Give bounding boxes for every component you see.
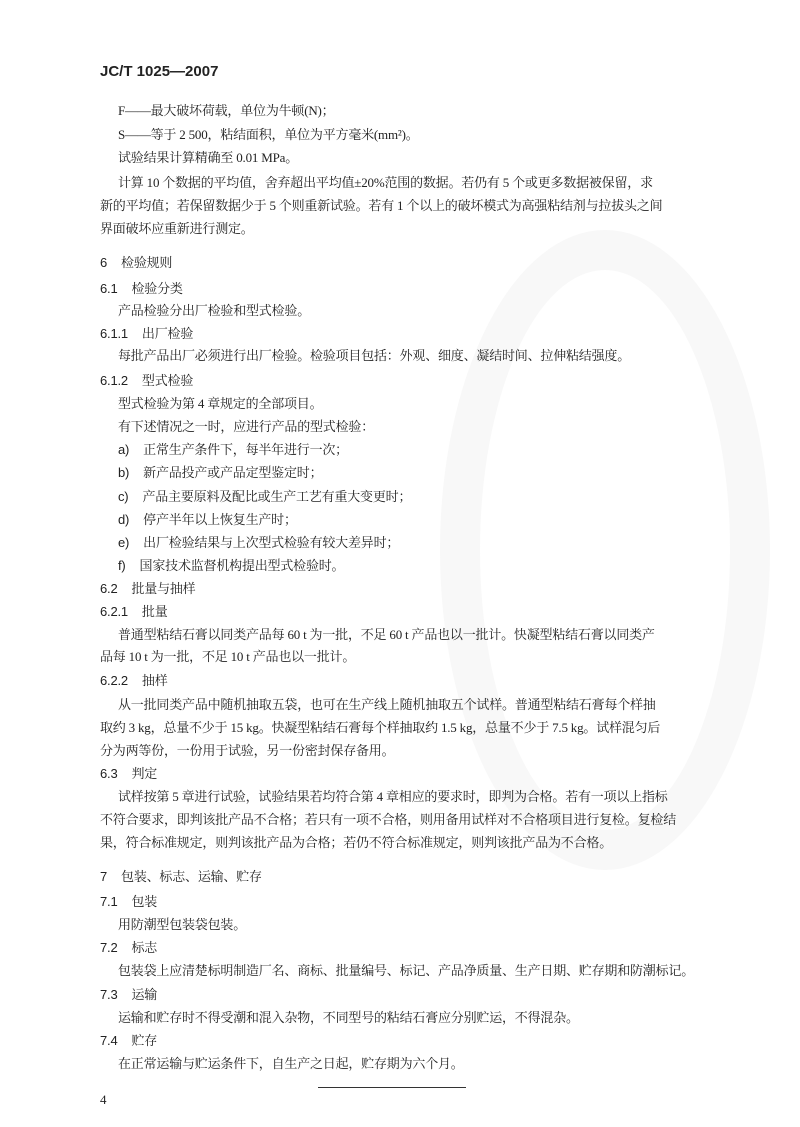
section-number: 7.2 xyxy=(100,940,118,955)
paragraph-line xyxy=(118,1055,464,1073)
line-text: 停产半年以上恢复生产时； xyxy=(143,512,297,527)
list-item xyxy=(118,557,344,575)
line-text: 包装、标志、运输、贮存 xyxy=(121,869,262,884)
line-text: 检验分类 xyxy=(131,281,183,296)
watermark xyxy=(440,230,770,870)
paragraph-line xyxy=(100,742,394,760)
paragraph-line xyxy=(118,395,322,413)
line-text: 包装袋上应清楚标明制造厂名、商标、批量编号、标记、产品净质量、生产日期、贮存期和防潮标记。 xyxy=(118,963,695,978)
line-text: 计算 10 个数据的平均值，舍弃超出平均值±20%范围的数据。若仍有 5 个或更多数据被保留，求 xyxy=(118,175,653,190)
list-marker: a) xyxy=(118,442,130,457)
section-heading xyxy=(100,939,157,957)
line-text: 批量 xyxy=(141,604,168,619)
section-number: 6.3 xyxy=(100,766,118,781)
line-text: 果，符合标准规定，则判该批产品为合格；若仍不符合标准规定，则判该批产品为不合格。 xyxy=(100,835,613,850)
section-number: 6.1.2 xyxy=(100,373,128,388)
section-number: 6.1.1 xyxy=(100,326,128,341)
line-text: 从一批同类产品中随机抽取五袋，也可在生产线上随机抽取五个试样。普通型粘结石膏每个样抽 xyxy=(118,697,656,712)
end-rule xyxy=(318,1087,466,1088)
line-text: 判定 xyxy=(131,766,158,781)
list-marker: c) xyxy=(118,489,129,504)
line-text: 界面破坏应重新进行测定。 xyxy=(100,221,254,236)
line-text: 用防潮型包装袋包装。 xyxy=(118,917,247,932)
line-text: 包装 xyxy=(131,894,158,909)
paragraph-line xyxy=(118,418,374,436)
section-heading xyxy=(100,893,157,911)
line-text: 新产品投产或产品定型鉴定时； xyxy=(143,465,323,480)
list-item xyxy=(118,488,411,506)
paragraph-line xyxy=(118,347,630,365)
section-heading xyxy=(100,868,262,886)
line-text: 不符合要求，即判该批产品不合格；若只有一项不合格，则用备用试样对不合格项目进行复检。复检结 xyxy=(100,812,677,827)
section-heading xyxy=(100,672,168,690)
paragraph-line xyxy=(118,916,246,934)
list-marker: b) xyxy=(118,465,130,480)
line-text: 新的平均值；若保留数据少于 5 个则重新试验。若有 1 个以上的破坏模式为高强粘结剂与拉拔头之间 xyxy=(100,198,663,213)
paragraph-line xyxy=(100,220,254,238)
section-heading xyxy=(100,765,157,783)
line-text: 试样按第 5 章进行试验，试验结果若均符合第 4 章相应的要求时，即判为合格。若有一项以上指标 xyxy=(118,789,668,804)
paragraph-line xyxy=(100,834,612,852)
line-text: 抽样 xyxy=(141,673,168,688)
line-text: 标志 xyxy=(131,940,158,955)
paragraph-line xyxy=(118,302,310,320)
paragraph-line xyxy=(118,174,653,192)
paragraph-line xyxy=(118,696,656,714)
line-text: 在正常运输与贮运条件下，自生产之日起，贮存期为六个月。 xyxy=(118,1056,464,1071)
paragraph-line xyxy=(100,811,676,829)
line-text: 每批产品出厂必须进行出厂检验。检验项目包括：外观、细度、凝结时间、拉伸粘结强度。 xyxy=(118,348,631,363)
section-heading xyxy=(100,580,196,598)
line-text: 试验结果计算精确至 0.01 MPa。 xyxy=(118,150,299,165)
line-text: 产品检验分出厂检验和型式检验。 xyxy=(118,303,311,318)
section-heading xyxy=(100,603,168,621)
section-heading xyxy=(100,280,183,298)
list-item xyxy=(118,464,322,482)
paragraph-line xyxy=(118,626,655,644)
list-item xyxy=(118,534,399,552)
section-number: 7 xyxy=(100,869,108,884)
section-heading xyxy=(100,372,193,390)
line-text: 分为两等份，一份用于试验，另一份密封保存备用。 xyxy=(100,743,395,758)
line-text: S——等于 2 500，粘结面积，单位为平方毫米(mm²)。 xyxy=(118,127,419,142)
line-text: 普通型粘结石膏以同类产品每 60 t 为一批，不足 60 t 产品也以一批计。快凝型粘结石膏以同类产 xyxy=(118,627,655,642)
line-text: 型式检验 xyxy=(141,373,194,388)
line-text: 出厂检验 xyxy=(141,326,194,341)
section-heading xyxy=(100,254,172,272)
line-text: 型式检验为第 4 章规定的全部项目。 xyxy=(118,396,323,411)
list-item xyxy=(118,441,348,459)
document-header: JC/T 1025—2007 xyxy=(100,63,219,80)
line-text: 国家技术监督机构提出型式检验时。 xyxy=(139,558,345,573)
list-item xyxy=(118,511,297,529)
line-text: 正常生产条件下，每半年进行一次； xyxy=(143,442,348,457)
section-number: 6.2.1 xyxy=(100,604,128,619)
line-text: 品每 10 t 为一批，不足 10 t 产品也以一批计。 xyxy=(100,649,356,664)
section-number: 6 xyxy=(100,255,108,270)
paragraph-line xyxy=(118,788,668,806)
section-number: 7.1 xyxy=(100,894,118,909)
paragraph-line xyxy=(118,962,694,980)
paragraph-line xyxy=(118,126,419,144)
line-text: 产品主要原料及配比或生产工艺有重大变更时； xyxy=(142,489,412,504)
list-marker: d) xyxy=(118,512,130,527)
paragraph-line xyxy=(100,648,355,666)
line-text: 贮存 xyxy=(131,1033,158,1048)
paragraph-line xyxy=(118,102,334,120)
section-number: 6.2 xyxy=(100,581,118,596)
paragraph-line xyxy=(118,1009,579,1027)
line-text: 运输和贮存时不得受潮和混入杂物，不同型号的粘结石膏应分别贮运，不得混杂。 xyxy=(118,1010,579,1025)
section-number: 6.1 xyxy=(100,281,118,296)
list-marker: f) xyxy=(118,558,126,573)
line-text: 有下述情况之一时，应进行产品的型式检验： xyxy=(118,419,375,434)
line-text: F——最大破坏荷载，单位为牛顿(N)； xyxy=(118,103,335,118)
section-number: 7.4 xyxy=(100,1033,118,1048)
paragraph-line xyxy=(100,719,660,737)
list-marker: e) xyxy=(118,535,130,550)
section-heading xyxy=(100,325,193,343)
paragraph-line xyxy=(118,149,298,167)
section-number: 6.2.2 xyxy=(100,673,128,688)
page-number: 4 xyxy=(100,1092,107,1107)
line-text: 出厂检验结果与上次型式检验有较大差异时； xyxy=(143,535,400,550)
section-heading xyxy=(100,986,157,1004)
paragraph-line xyxy=(100,197,662,215)
line-text: 检验规则 xyxy=(121,255,173,270)
section-heading xyxy=(100,1032,157,1050)
line-text: 运输 xyxy=(131,987,158,1002)
line-text: 取约 3 kg，总量不少于 15 kg。快凝型粘结石膏每个样抽取约 1.5 kg，总量不少于 7.5 kg。试样混匀后 xyxy=(100,720,661,735)
line-text: 批量与抽样 xyxy=(131,581,196,596)
section-number: 7.3 xyxy=(100,987,118,1002)
